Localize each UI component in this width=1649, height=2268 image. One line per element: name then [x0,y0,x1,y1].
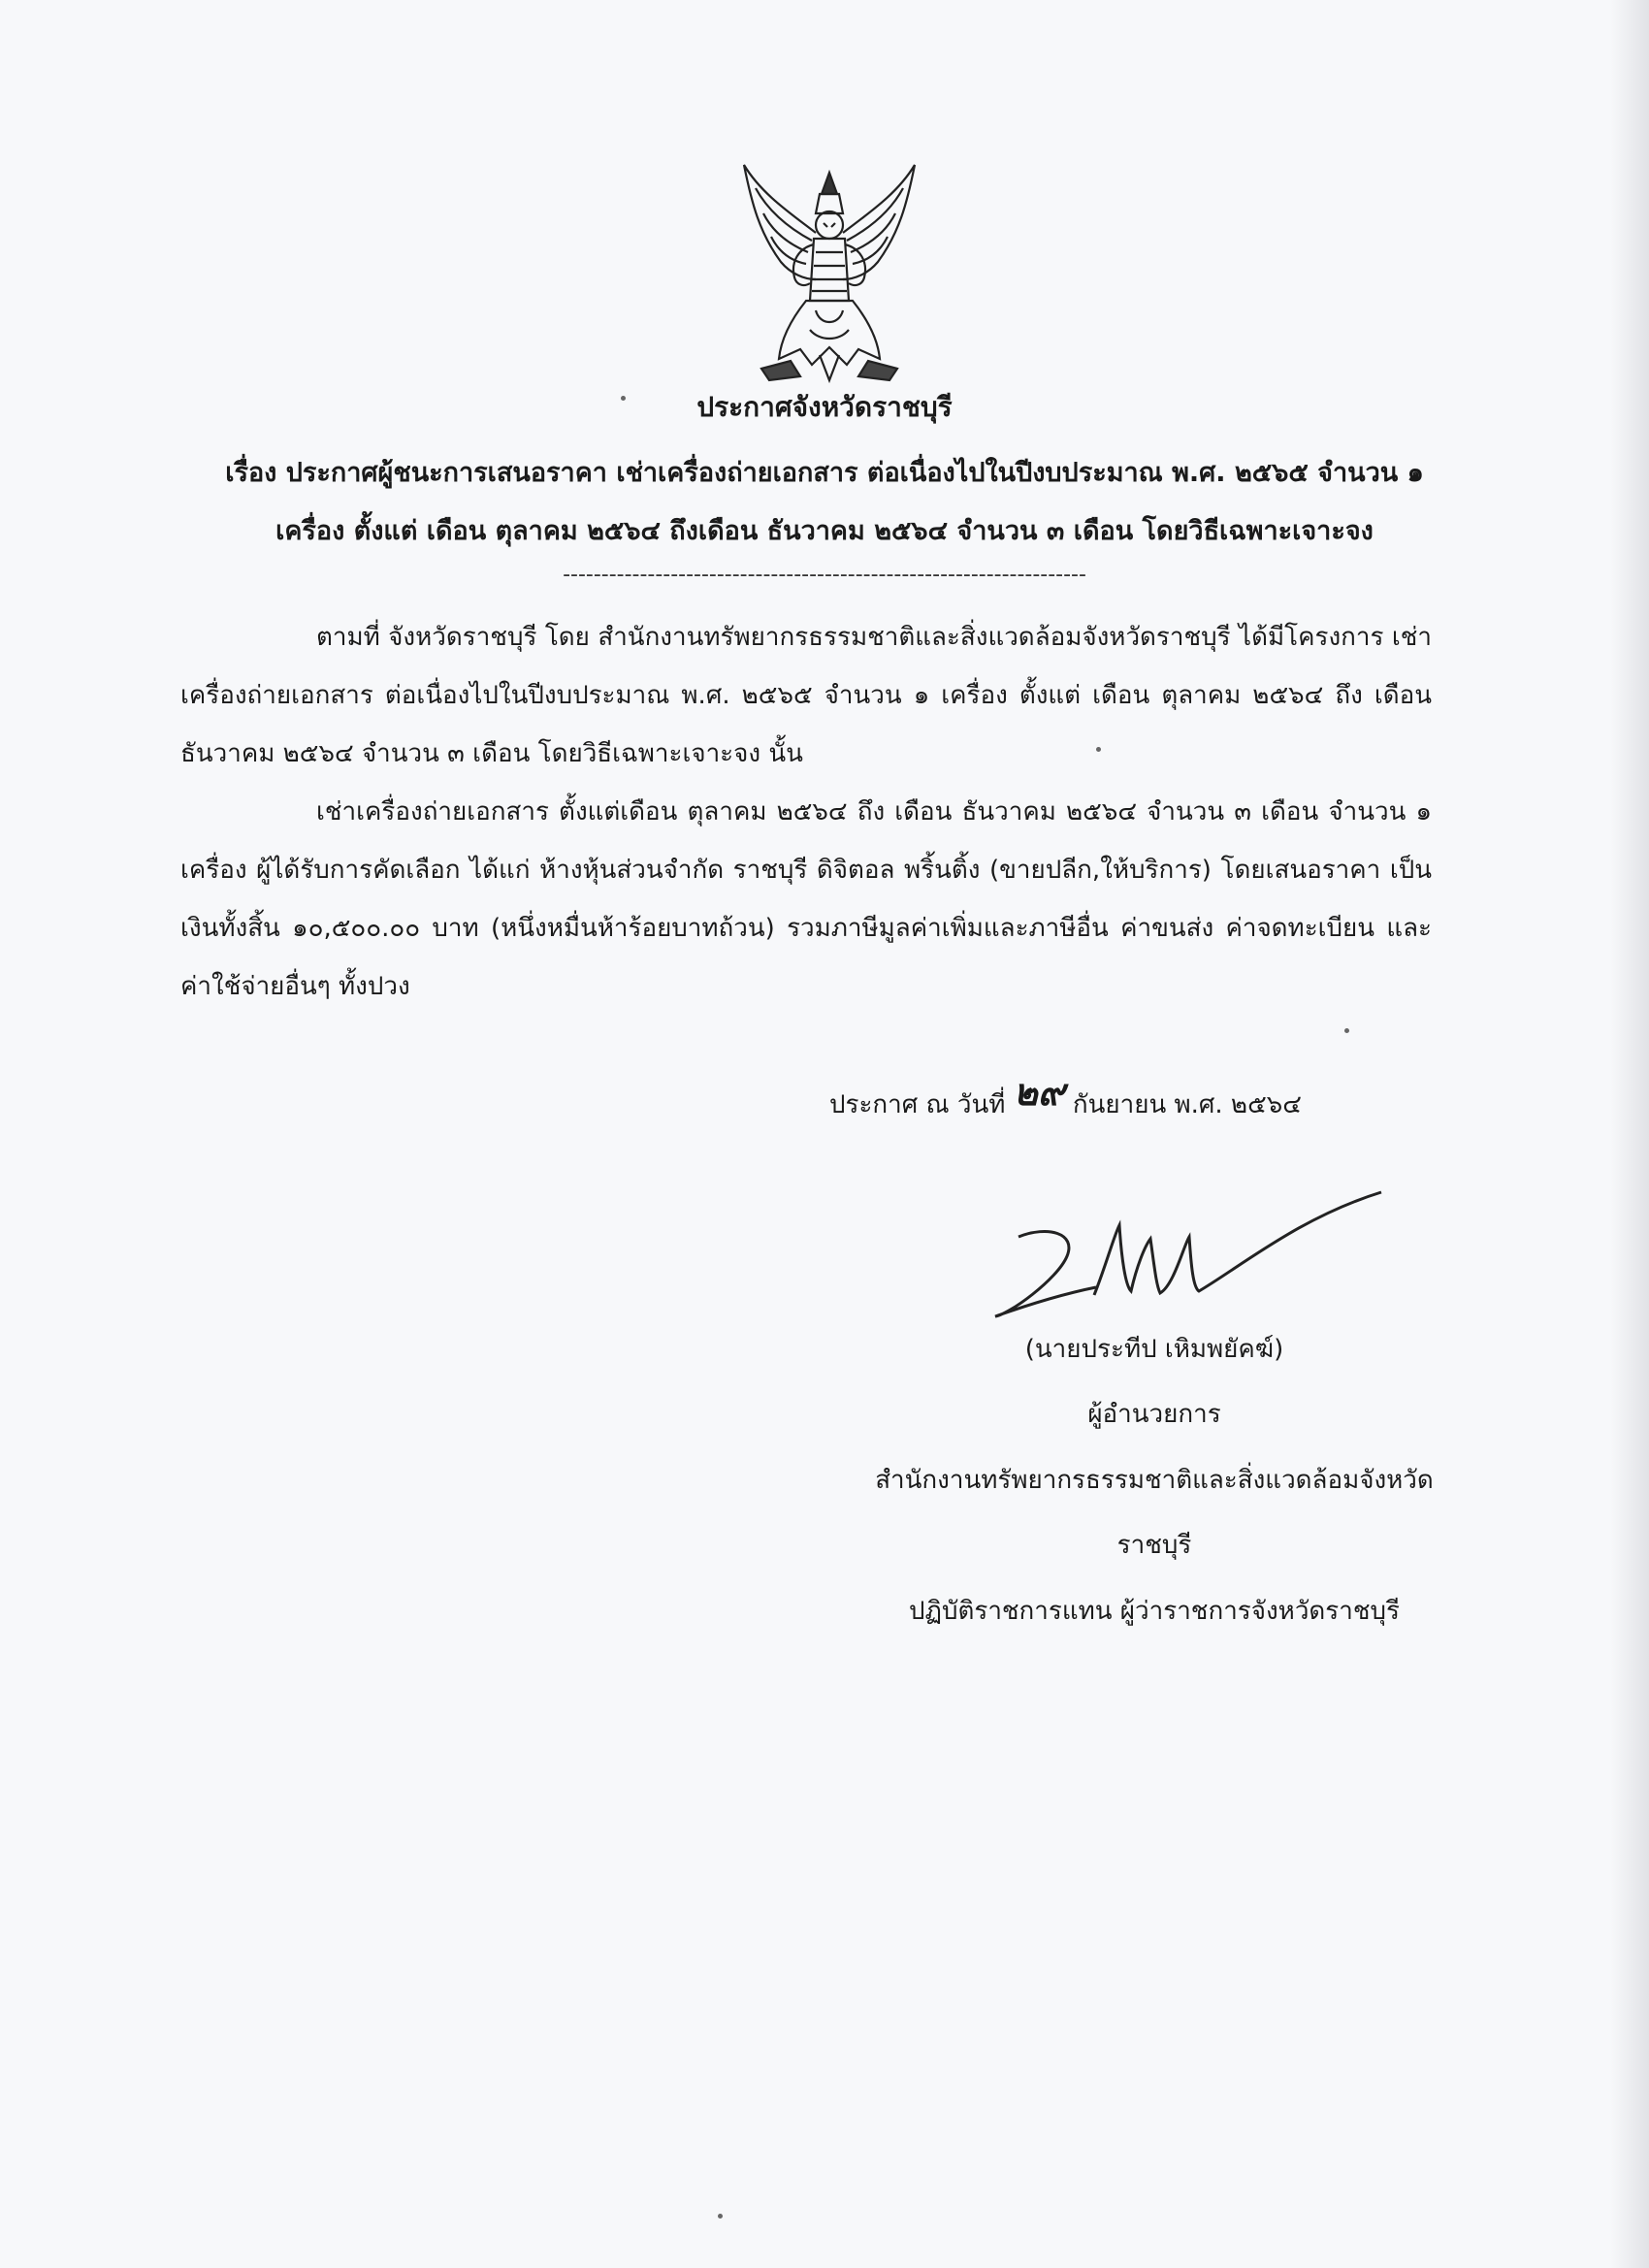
signer-name: (นายประทีป เหิมพยัคฆ์) [1024,1335,1284,1364]
scan-speck [1344,1028,1349,1033]
date-suffix: กันยายน พ.ศ. ๒๕๖๔ [1072,1090,1302,1119]
scan-speck [621,396,626,401]
scan-edge-shadow [1610,0,1649,2268]
body-paragraph-1: ตามที่ จังหวัดราชบุรี โดย สำนักงานทรัพยากรธรรมชาติและสิ่งแวดล้อมจังหวัดราชบุรี ได้มีโครงการ เช่าเครื่องถ่ายเอกสาร ต่อเนื่องไปในปีงบประมาณ พ.ศ. ๒๕๖๕ จำนวน ๑ เครื่อง ตั้งแต่ เดือน ตุลาคม ๒๕๖๔ ถึง เดือน ธันวาคม ๒๕๖๔ จำนวน ๓ เดือน โดยวิธีเฉพาะเจาะจง นั้น [180,623,1432,768]
signer-position-3: ราชบุรี [1116,1531,1192,1560]
subject-line-2: เครื่อง ตั้งแต่ เดือน ตุลาคม ๒๕๖๔ ถึงเดือน ธันวาคม ๒๕๖๔ จำนวน ๓ เดือน โดยวิธีเฉพาะเจาะจง [275,516,1374,546]
document-title: ประกาศจังหวัดราชบุรี [696,391,953,423]
separator-line: -------------------------------------------------------------------- [563,563,1086,587]
scan-speck [1096,747,1101,752]
signer-position-4: ปฏิบัติราชการแทน ผู้ว่าราชการจังหวัดราชบุรี [909,1597,1400,1626]
announcement-date [829,1070,1302,1129]
signer-position-2: สำนักงานทรัพยากรธรรมชาติและสิ่งแวดล้อมจังหวัด [875,1466,1434,1495]
body-paragraph-2: เช่าเครื่องถ่ายเอกสาร ตั้งแต่เดือน ตุลาคม ๒๕๖๔ ถึง เดือน ธันวาคม ๒๕๖๔ จำนวน ๓ เดือน จำนวน ๑ เครื่อง ผู้ได้รับการคัดเลือก ได้แก่ ห้างหุ้นส่วนจำกัด ราชบุรี ดิจิตอล พริ้นติ้ง (ขายปลีก,ให้บริการ) โดยเสนอราคา เป็นเงินทั้งสิ้น ๑๐,๕๐๐.๐๐ บาท (หนึ่งหมื่นห้าร้อยบาทถ้วน) รวมภาษีมูลค่าเพิ่มและภาษีอื่น ค่าขนส่ง ค่าจดทะเบียน และค่าใช้จ่ายอื่นๆ ทั้งปวง [180,797,1432,1001]
date-prefix: ประกาศ ณ วันที่ [829,1090,1006,1119]
garuda-emblem-icon [723,155,936,388]
signature-icon [989,1179,1397,1324]
subject-line-1: เรื่อง ประกาศผู้ชนะการเสนอราคา เช่าเครื่องถ่ายเอกสาร ต่อเนื่องไปในปีงบประมาณ พ.ศ. ๒๕๖๕ จำนวน ๑ [225,458,1424,488]
signer-position-1: ผู้อำนวยการ [1087,1400,1221,1429]
date-day-handwritten: ๒๙ [1013,1070,1065,1114]
scan-speck [718,2214,723,2219]
document-subject [0,444,1649,561]
